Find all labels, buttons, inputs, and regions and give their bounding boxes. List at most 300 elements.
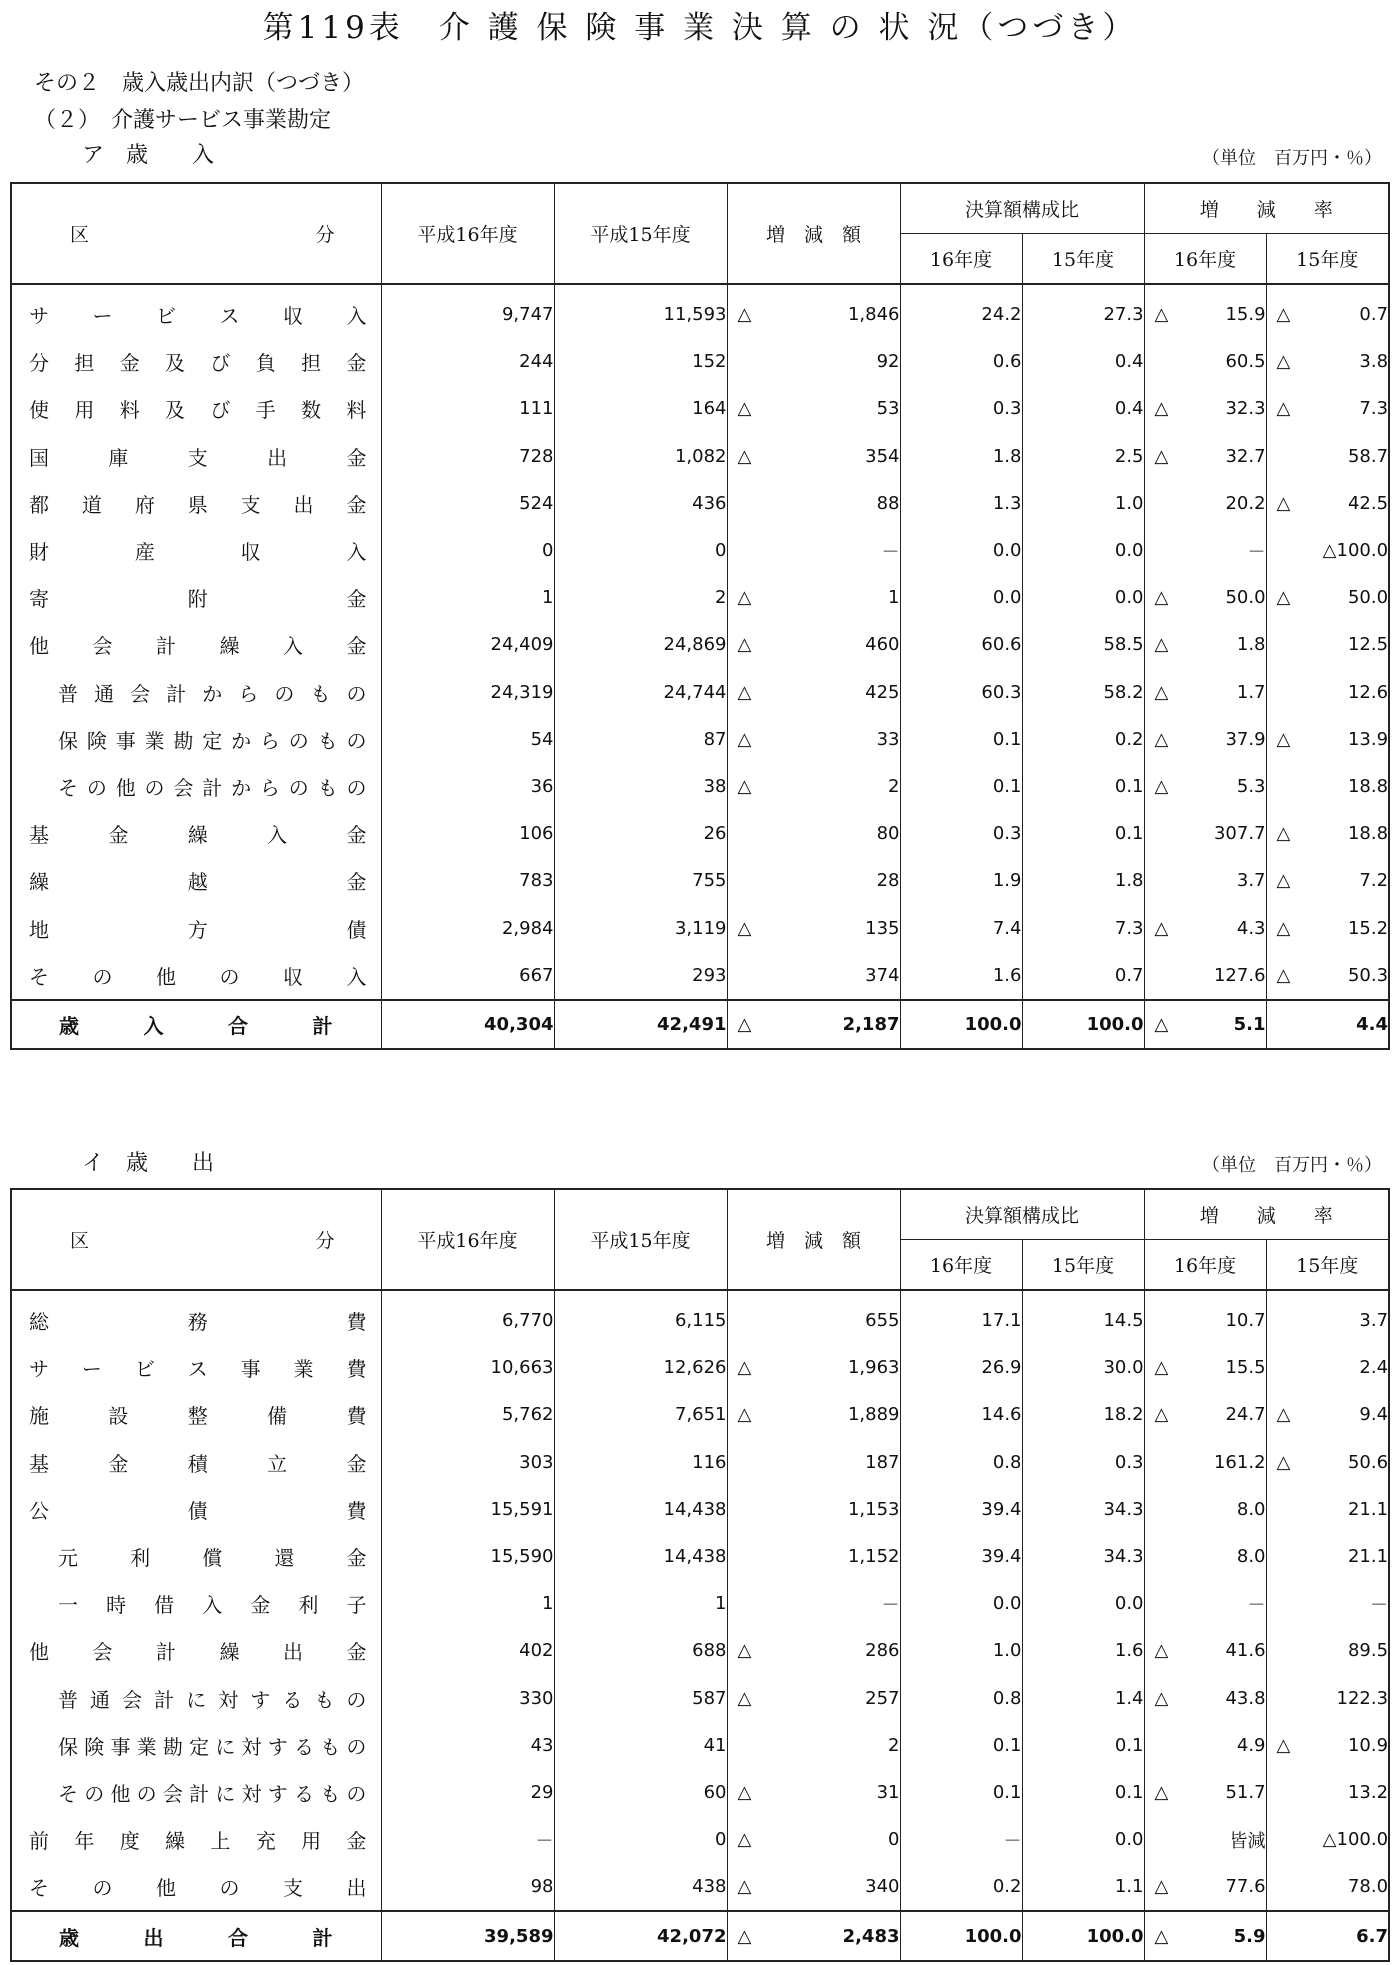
value: 21.1 — [1347, 1546, 1389, 1568]
value: 402 — [519, 1640, 554, 1662]
value: 524 — [519, 492, 554, 514]
cell-c15 — [1022, 1911, 1144, 1960]
value: 293 — [692, 964, 727, 986]
value: 0.3 — [992, 398, 1022, 420]
value: 425 — [865, 681, 900, 703]
value: 1 — [542, 1593, 554, 1615]
value: 755 — [692, 870, 727, 892]
row-label — [11, 574, 381, 621]
cell-v16 — [381, 1000, 554, 1049]
value: － — [1370, 1594, 1389, 1616]
cell-r16 — [1144, 1000, 1266, 1049]
cell-diff — [727, 1816, 900, 1863]
value: 0.8 — [992, 1687, 1022, 1709]
decrease-mark: △ — [737, 1829, 752, 1851]
row-label-text: そ の 他 の 収 入 — [29, 964, 367, 989]
cell-c16 — [900, 1439, 1022, 1486]
cell-v15 — [554, 1533, 727, 1580]
value: 1.0 — [992, 1640, 1022, 1662]
table-row — [11, 716, 1389, 763]
cell-r15 — [1266, 1580, 1389, 1627]
cell-v16 — [381, 1391, 554, 1438]
value: 53 — [876, 398, 900, 420]
decrease-mark: △ — [1276, 398, 1291, 420]
value: － — [1003, 1830, 1022, 1852]
cell-v16 — [381, 1911, 554, 1960]
row-label-text: 公 債 費 — [29, 1498, 367, 1523]
row-label — [11, 385, 381, 432]
cell-r15 — [1266, 1675, 1389, 1722]
decrease-mark: △ — [1154, 1876, 1169, 1898]
header-h16: 平成16年度 — [381, 1189, 554, 1290]
value: 135 — [865, 917, 900, 939]
cell-v15 — [554, 1627, 727, 1674]
row-label-text: 他 会 計 繰 出 金 — [29, 1640, 367, 1665]
value: 2 — [888, 775, 900, 797]
value: 0.0 — [1114, 1593, 1144, 1615]
value: － — [1247, 1594, 1266, 1616]
cell-c16 — [900, 385, 1022, 432]
value: 60.5 — [1225, 351, 1266, 373]
cell-r16 — [1144, 1533, 1266, 1580]
table-row — [11, 1863, 1389, 1911]
cell-diff — [727, 952, 900, 1000]
value: 0.0 — [1114, 540, 1144, 562]
value: － — [881, 541, 900, 563]
value: 51.7 — [1225, 1781, 1266, 1803]
value: 187 — [865, 1451, 900, 1473]
value: 6.7 — [1356, 1925, 1389, 1947]
cell-c16 — [900, 433, 1022, 480]
table-row — [11, 1391, 1389, 1438]
cell-r15 — [1266, 1290, 1389, 1344]
cell-c16 — [900, 1580, 1022, 1627]
decrease-mark: △ — [1154, 1640, 1169, 1662]
cell-v15 — [554, 1580, 727, 1627]
value: 0.1 — [992, 1734, 1022, 1756]
value: 100.0 — [964, 1925, 1022, 1947]
value: 89.5 — [1347, 1640, 1389, 1662]
value: 0.0 — [992, 587, 1022, 609]
cell-diff — [727, 1000, 900, 1049]
cell-diff — [727, 1580, 900, 1627]
cell-r15 — [1266, 857, 1389, 904]
value: 7,651 — [674, 1404, 727, 1426]
table-row — [11, 1722, 1389, 1769]
cell-diff — [727, 480, 900, 527]
row-label — [11, 1580, 381, 1627]
decrease-mark: △ — [1154, 1357, 1169, 1379]
table-row — [11, 284, 1389, 338]
cell-v16 — [381, 669, 554, 716]
value: 15,590 — [490, 1546, 554, 1568]
value: 88 — [876, 492, 900, 514]
cell-c15 — [1022, 1580, 1144, 1627]
cell-r15 — [1266, 669, 1389, 716]
decrease-mark: △ — [1276, 1451, 1291, 1473]
value: △100.0 — [1322, 540, 1389, 562]
value: 7.4 — [992, 917, 1022, 939]
value: 2.5 — [1114, 445, 1144, 467]
cell-v15 — [554, 1290, 727, 1344]
header-h15: 平成15年度 — [554, 1189, 727, 1290]
value: 4.9 — [1236, 1734, 1266, 1756]
value: 18.8 — [1347, 775, 1389, 797]
cell-v15 — [554, 480, 727, 527]
decrease-mark: △ — [737, 445, 752, 467]
cell-v15 — [554, 527, 727, 574]
decrease-mark: △ — [1276, 728, 1291, 750]
cell-diff — [727, 1344, 900, 1391]
decrease-mark: △ — [1276, 1734, 1291, 1756]
cell-c15 — [1022, 338, 1144, 385]
value: 24.7 — [1225, 1404, 1266, 1426]
value: 0.2 — [1114, 728, 1144, 750]
cell-r15 — [1266, 1911, 1389, 1960]
decrease-mark: △ — [1154, 634, 1169, 656]
cell-v15 — [554, 904, 727, 951]
value: － — [881, 1594, 900, 1616]
value: 32.3 — [1225, 398, 1266, 420]
value: 111 — [519, 398, 554, 420]
cell-c15 — [1022, 1722, 1144, 1769]
row-label — [11, 480, 381, 527]
value: 34.3 — [1103, 1498, 1144, 1520]
cell-diff — [727, 284, 900, 338]
value: 34.3 — [1103, 1546, 1144, 1568]
value: 4.4 — [1356, 1013, 1389, 1035]
cell-c15 — [1022, 574, 1144, 621]
value: 3.7 — [1236, 870, 1266, 892]
decrease-mark: △ — [1276, 587, 1291, 609]
value: 1.8 — [1236, 634, 1266, 656]
cell-r16 — [1144, 1439, 1266, 1486]
row-label — [11, 1722, 381, 1769]
row-label — [11, 857, 381, 904]
cell-c16 — [900, 1769, 1022, 1816]
cell-diff — [727, 338, 900, 385]
row-label-text: 前 年 度 繰 上 充 用 金 — [29, 1829, 367, 1854]
cell-v16 — [381, 338, 554, 385]
row-label — [11, 1290, 381, 1344]
value: 460 — [865, 634, 900, 656]
cell-r15 — [1266, 1533, 1389, 1580]
cell-v16 — [381, 1816, 554, 1863]
value: 0.8 — [992, 1451, 1022, 1473]
cell-r15 — [1266, 574, 1389, 621]
decrease-mark: △ — [1154, 445, 1169, 467]
cell-v16 — [381, 1627, 554, 1674]
cell-diff — [727, 1722, 900, 1769]
value: 30.0 — [1103, 1357, 1144, 1379]
value: 9.4 — [1359, 1404, 1389, 1426]
value: 10,663 — [490, 1357, 554, 1379]
row-label — [11, 1816, 381, 1863]
cell-c15 — [1022, 284, 1144, 338]
cell-r16 — [1144, 716, 1266, 763]
value: 43 — [530, 1734, 554, 1756]
row-label — [11, 284, 381, 338]
header-diff: 増 減 額 — [727, 1189, 900, 1290]
value: 100.0 — [1086, 1925, 1144, 1947]
cell-c15 — [1022, 621, 1144, 668]
value: 4.3 — [1236, 917, 1266, 939]
decrease-mark: △ — [1154, 728, 1169, 750]
cell-c16 — [900, 338, 1022, 385]
cell-v15 — [554, 1000, 727, 1049]
value: 60 — [703, 1781, 727, 1803]
cell-r16 — [1144, 480, 1266, 527]
row-label-text: 基 金 積 立 金 — [29, 1451, 367, 1476]
table-row — [11, 810, 1389, 857]
value: 783 — [519, 870, 554, 892]
cell-diff — [727, 1911, 900, 1960]
table-row — [11, 857, 1389, 904]
value: 164 — [692, 398, 727, 420]
value: 40,304 — [484, 1013, 554, 1035]
decrease-mark: △ — [737, 1687, 752, 1709]
value: 436 — [692, 492, 727, 514]
value: 307.7 — [1213, 823, 1266, 845]
cell-r15 — [1266, 385, 1389, 432]
cell-c15 — [1022, 433, 1144, 480]
value: 3.8 — [1359, 351, 1389, 373]
cell-v15 — [554, 574, 727, 621]
row-label — [11, 810, 381, 857]
expenditure-heading: イ 歳 出 — [82, 1151, 215, 1176]
table-row — [11, 480, 1389, 527]
value: 12.6 — [1347, 681, 1389, 703]
row-label — [11, 1000, 381, 1049]
cell-diff — [727, 1439, 900, 1486]
header-ratio-15: 15年度 — [1022, 1240, 1144, 1291]
cell-r15 — [1266, 1722, 1389, 1769]
value: 340 — [865, 1876, 900, 1898]
cell-c15 — [1022, 810, 1144, 857]
value: 78.0 — [1347, 1876, 1389, 1898]
value: 1.8 — [1114, 870, 1144, 892]
cell-r15 — [1266, 338, 1389, 385]
value: 9,747 — [501, 304, 554, 326]
value: 1,889 — [847, 1404, 900, 1426]
table-row — [11, 1344, 1389, 1391]
row-label-text: 一 時 借 入 金 利 子 — [58, 1593, 367, 1618]
revenue-table — [10, 182, 1390, 1050]
row-label-text: 他 会 計 繰 入 金 — [29, 634, 367, 659]
row-label-text: 分 担 金 及 び 負 担 金 — [29, 351, 367, 376]
cell-r16 — [1144, 433, 1266, 480]
cell-r15 — [1266, 1391, 1389, 1438]
table-row — [11, 1769, 1389, 1816]
row-label-text: 普 通 会 計 に 対 す る も の — [58, 1687, 367, 1712]
value: 50.0 — [1225, 587, 1266, 609]
value: 1.9 — [992, 870, 1022, 892]
value: 2,187 — [842, 1013, 900, 1035]
cell-r15 — [1266, 1439, 1389, 1486]
row-label-text: 保 険 事 業 勘 定 に 対 す る も の — [58, 1734, 367, 1759]
value: 12.5 — [1347, 634, 1389, 656]
cell-c15 — [1022, 1000, 1144, 1049]
value: 7.3 — [1359, 398, 1389, 420]
header-kubun: 区 分 — [11, 1189, 381, 1290]
value: 8.0 — [1236, 1498, 1266, 1520]
value: 0.1 — [992, 775, 1022, 797]
value: 18.8 — [1347, 823, 1389, 845]
cell-r16 — [1144, 810, 1266, 857]
decrease-mark: △ — [1154, 304, 1169, 326]
cell-diff — [727, 1863, 900, 1911]
row-label-text: 総 務 費 — [29, 1310, 367, 1335]
decrease-mark: △ — [1154, 917, 1169, 939]
value: 303 — [519, 1451, 554, 1473]
value: 1.0 — [1114, 492, 1144, 514]
value: 10.7 — [1225, 1310, 1266, 1332]
cell-v16 — [381, 716, 554, 763]
value: 5,762 — [501, 1404, 554, 1426]
value: 116 — [692, 1451, 727, 1473]
value: 286 — [865, 1640, 900, 1662]
value: 587 — [692, 1687, 727, 1709]
cell-c16 — [900, 1675, 1022, 1722]
cell-v15 — [554, 857, 727, 904]
value: － — [535, 1830, 554, 1852]
value: 11,593 — [663, 304, 727, 326]
cell-r16 — [1144, 1816, 1266, 1863]
row-label-text: 繰 越 金 — [29, 870, 367, 895]
value: 15.2 — [1347, 917, 1389, 939]
value: 1.6 — [992, 964, 1022, 986]
decrease-mark: △ — [737, 587, 752, 609]
row-label — [11, 433, 381, 480]
value: 2.4 — [1359, 1357, 1389, 1379]
value: 1 — [542, 587, 554, 609]
value: 32.7 — [1225, 445, 1266, 467]
decrease-mark: △ — [737, 1925, 752, 1947]
decrease-mark: △ — [1276, 823, 1291, 845]
cell-v16 — [381, 763, 554, 810]
value: 0.1 — [1114, 823, 1144, 845]
cell-c15 — [1022, 1816, 1144, 1863]
value: 26.9 — [981, 1357, 1022, 1379]
value: △100.0 — [1322, 1829, 1389, 1851]
value: 1,846 — [847, 304, 900, 326]
row-label-text: 地 方 債 — [29, 917, 367, 942]
cell-diff — [727, 433, 900, 480]
cell-v16 — [381, 1344, 554, 1391]
decrease-mark: △ — [1276, 917, 1291, 939]
cell-c16 — [900, 1627, 1022, 1674]
cell-r15 — [1266, 527, 1389, 574]
cell-r16 — [1144, 284, 1266, 338]
value: 77.6 — [1225, 1876, 1266, 1898]
cell-v15 — [554, 1486, 727, 1533]
cell-c16 — [900, 527, 1022, 574]
cell-r16 — [1144, 1863, 1266, 1911]
value: 31 — [876, 1781, 900, 1803]
decrease-mark: △ — [737, 1404, 752, 1426]
cell-diff — [727, 857, 900, 904]
decrease-mark: △ — [1154, 398, 1169, 420]
cell-v15 — [554, 1391, 727, 1438]
value: 3.7 — [1359, 1310, 1389, 1332]
cell-v15 — [554, 621, 727, 668]
cell-r16 — [1144, 1769, 1266, 1816]
value: 100.0 — [1086, 1013, 1144, 1035]
cell-r16 — [1144, 952, 1266, 1000]
value: 0.0 — [1114, 1829, 1144, 1851]
cell-c15 — [1022, 1627, 1144, 1674]
cell-c15 — [1022, 527, 1144, 574]
cell-v15 — [554, 810, 727, 857]
value: 39,589 — [484, 1925, 554, 1947]
table-row — [11, 1675, 1389, 1722]
cell-c16 — [900, 284, 1022, 338]
value: 98 — [530, 1876, 554, 1898]
decrease-mark: △ — [1154, 1404, 1169, 1426]
row-label-text: サ ー ビ ス 事 業 費 — [29, 1357, 367, 1382]
value: 0.1 — [1114, 1781, 1144, 1803]
row-label — [11, 527, 381, 574]
decrease-mark: △ — [1154, 587, 1169, 609]
decrease-mark: △ — [737, 775, 752, 797]
value: 58.2 — [1103, 681, 1144, 703]
table-row — [11, 952, 1389, 1000]
cell-c15 — [1022, 385, 1144, 432]
cell-v15 — [554, 284, 727, 338]
decrease-mark: △ — [1276, 351, 1291, 373]
value: － — [1247, 541, 1266, 563]
row-label-text: 施 設 整 備 費 — [29, 1404, 367, 1429]
cell-c15 — [1022, 669, 1144, 716]
row-label-text: 普 通 会 計 か ら の も の — [58, 681, 367, 706]
cell-c16 — [900, 763, 1022, 810]
value: 6,770 — [501, 1310, 554, 1332]
value: 728 — [519, 445, 554, 467]
table-row — [11, 574, 1389, 621]
cell-v16 — [381, 433, 554, 480]
cell-c15 — [1022, 857, 1144, 904]
value: 2 — [888, 1734, 900, 1756]
subsection-heading: （２） 介護サービス事業勘定 — [34, 108, 332, 133]
total-row — [11, 1911, 1389, 1960]
cell-v15 — [554, 338, 727, 385]
value: 17.1 — [981, 1310, 1022, 1332]
cell-diff — [727, 1391, 900, 1438]
value: 5.1 — [1233, 1013, 1266, 1035]
value: 13.2 — [1347, 1781, 1389, 1803]
cell-v16 — [381, 621, 554, 668]
value: 1,152 — [847, 1546, 900, 1568]
cell-v15 — [554, 1344, 727, 1391]
header-diff: 増 減 額 — [727, 183, 900, 284]
value: 24,744 — [663, 681, 727, 703]
row-label — [11, 716, 381, 763]
expenditure-unit-note: （単位 百万円・％） — [1202, 1155, 1382, 1176]
value: 655 — [865, 1310, 900, 1332]
cell-c16 — [900, 716, 1022, 763]
decrease-mark: △ — [1154, 681, 1169, 703]
cell-v15 — [554, 1722, 727, 1769]
value: 0.0 — [992, 1593, 1022, 1615]
header-kubun: 区 分 — [11, 183, 381, 284]
value: 15.5 — [1225, 1357, 1266, 1379]
decrease-mark: △ — [1276, 492, 1291, 514]
value: 7.3 — [1114, 917, 1144, 939]
value: 0.7 — [1359, 304, 1389, 326]
cell-c16 — [900, 1344, 1022, 1391]
row-label — [11, 1391, 381, 1438]
value: 2,483 — [842, 1925, 900, 1947]
